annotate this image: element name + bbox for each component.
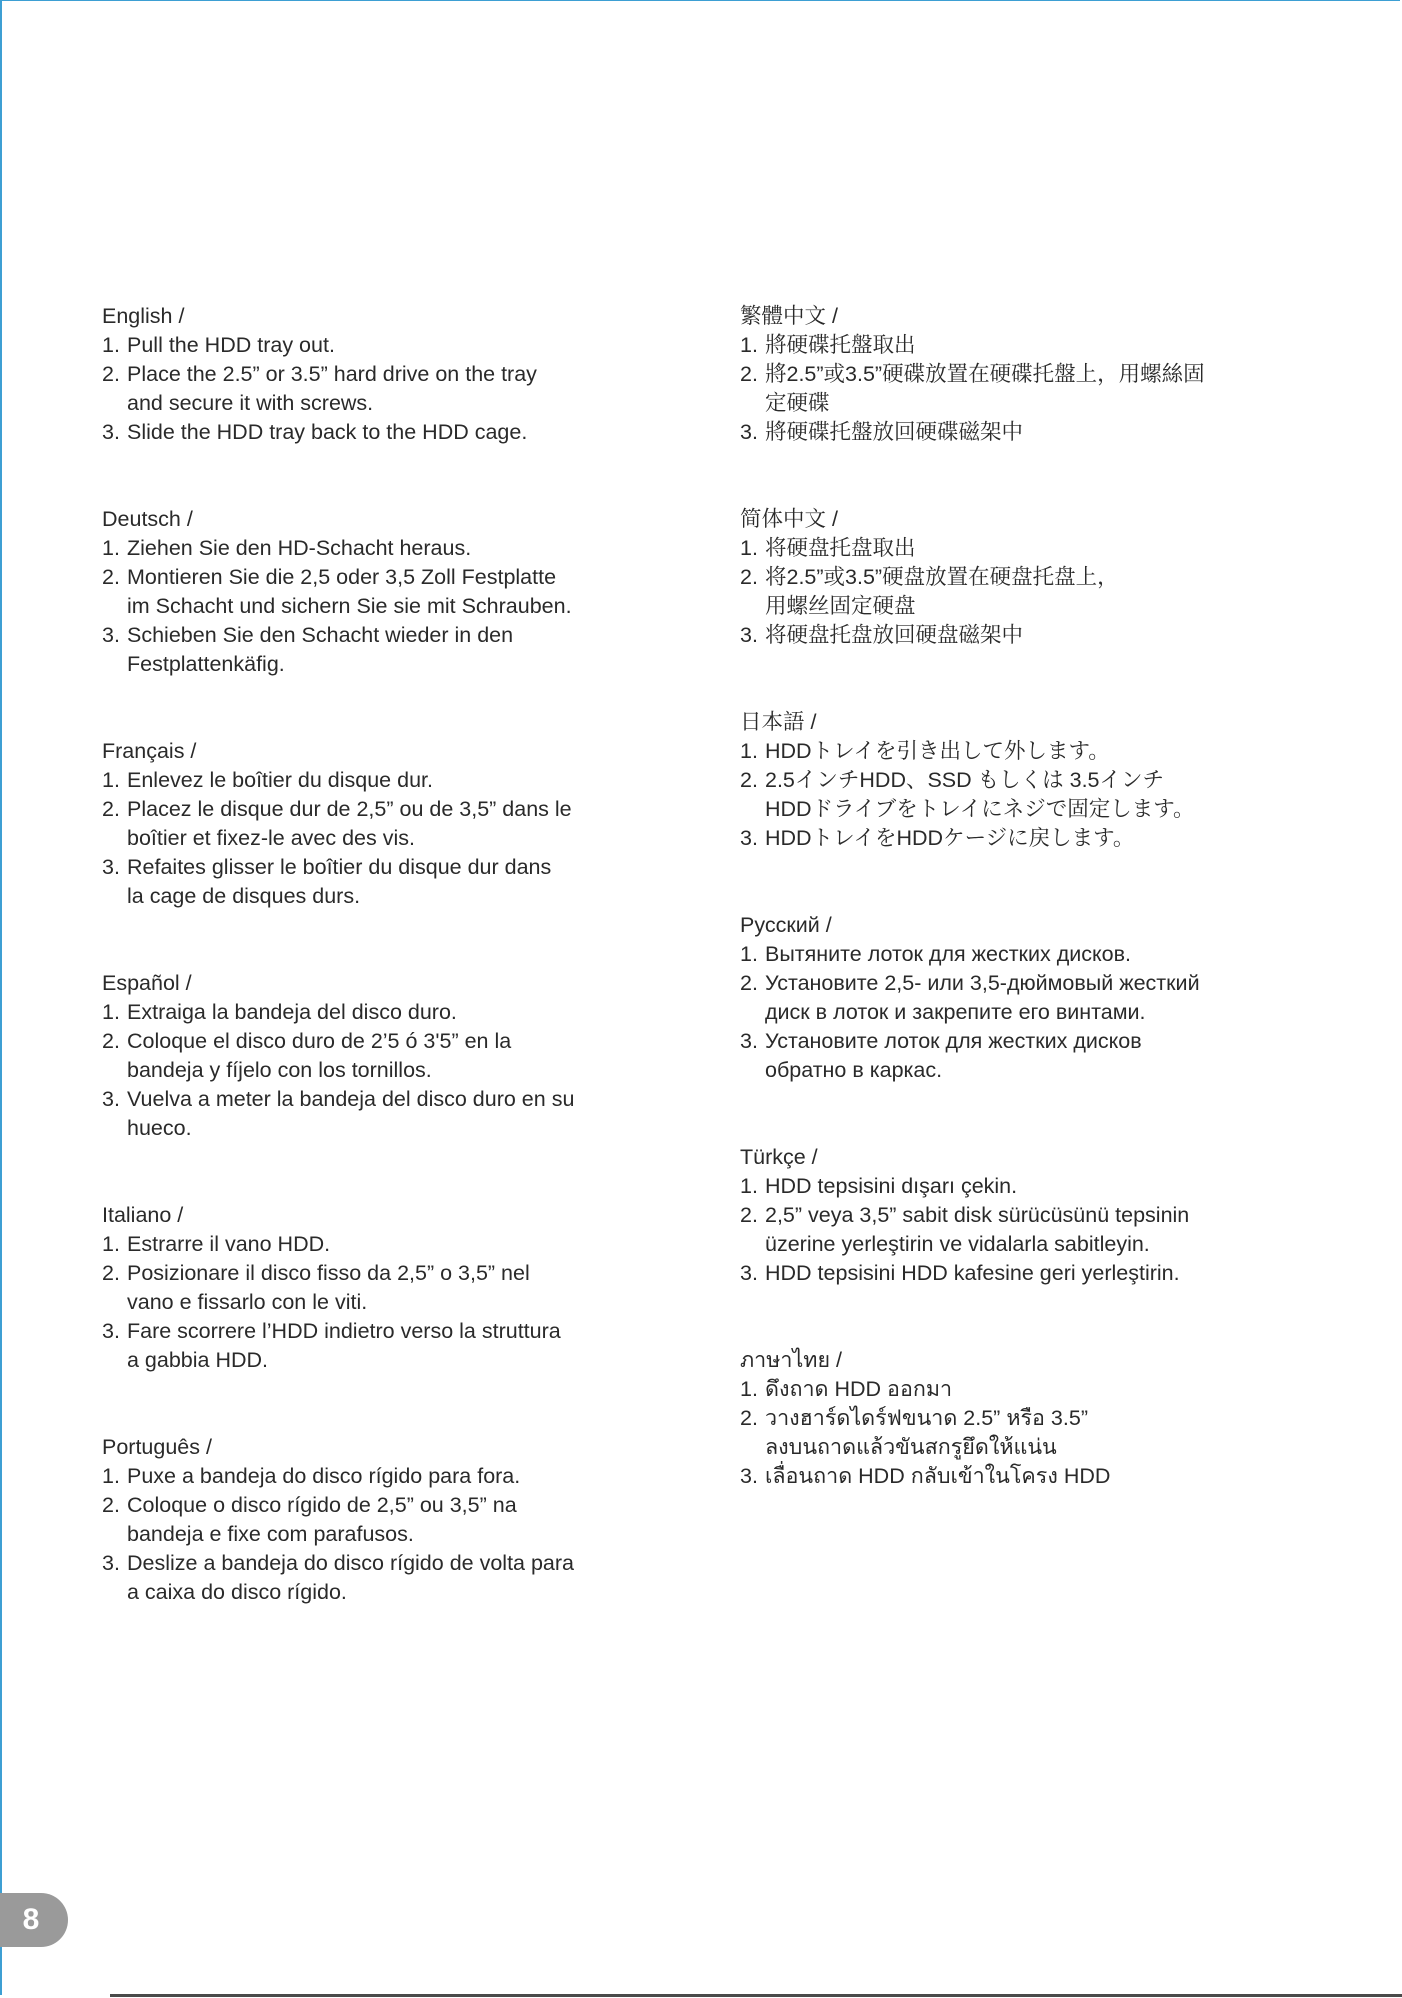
step-text <box>765 1259 1360 1288</box>
steps-list <box>740 940 1360 1085</box>
step-item <box>102 418 662 447</box>
step-line: Enlevez le boîtier du disque dur. <box>127 768 433 792</box>
steps-list <box>102 1230 662 1375</box>
step-item <box>102 563 662 621</box>
step-item <box>102 853 662 911</box>
step-line: เลื่อนถาด HDD กลับเข้าในโครง HDD <box>765 1464 1111 1488</box>
step-text <box>127 1549 662 1607</box>
step-number: 1. <box>740 536 758 560</box>
steps-list <box>740 737 1360 853</box>
left-column <box>102 302 662 1607</box>
step-number: 3. <box>740 1464 758 1488</box>
steps-list <box>102 998 662 1143</box>
step-line: Coloque el disco duro de 2’5 ó 3'5” en la <box>127 1029 512 1053</box>
step-number: 2. <box>740 971 758 995</box>
step-line: 将硬盘托盘取出 <box>765 536 916 560</box>
page-number-badge: 8 <box>0 1893 68 1947</box>
step-line: Slide the HDD tray back to the HDD cage. <box>127 420 528 444</box>
step-item <box>102 998 662 1027</box>
language-section <box>102 737 662 911</box>
step-item <box>740 621 1360 650</box>
step-text <box>127 795 662 853</box>
step-number: 3. <box>740 1261 758 1285</box>
step-item <box>740 1259 1360 1288</box>
step-text <box>765 331 1360 360</box>
step-item <box>102 534 662 563</box>
step-number: 3. <box>102 623 120 647</box>
step-number: 3. <box>102 420 120 444</box>
step-item <box>740 766 1360 824</box>
step-line: Schieben Sie den Schacht wieder in den <box>127 623 514 647</box>
step-item <box>102 1549 662 1607</box>
steps-list <box>740 1375 1360 1491</box>
step-item <box>740 1172 1360 1201</box>
step-text <box>765 1404 1360 1462</box>
step-text <box>765 1027 1360 1085</box>
language-title: Türkçe / <box>740 1145 818 1169</box>
step-line: 將2.5”或3.5”硬碟放置在硬碟托盤上，用螺絲固 <box>765 362 1205 386</box>
step-item <box>740 737 1360 766</box>
step-text <box>765 621 1360 650</box>
language-section <box>740 302 1360 447</box>
step-number: 1. <box>102 536 120 560</box>
step-line: 将2.5”或3.5”硬盘放置在硬盘托盘上， <box>765 565 1119 589</box>
steps-list <box>102 766 662 911</box>
step-text <box>127 1085 662 1143</box>
step-number: 3. <box>102 855 120 879</box>
step-line: обратно в каркас. <box>765 1058 943 1082</box>
step-number: 3. <box>740 826 758 850</box>
step-line: vano e fissarlo con le viti. <box>127 1290 368 1314</box>
language-section <box>102 969 662 1143</box>
language-section <box>102 1201 662 1375</box>
step-text <box>127 331 662 360</box>
language-title: Português / <box>102 1435 212 1459</box>
step-item <box>102 621 662 679</box>
step-item <box>102 1259 662 1317</box>
step-text <box>127 766 662 795</box>
step-line: Установите 2,5- или 3,5-дюймовый жесткий <box>765 971 1200 995</box>
step-number: 3. <box>740 420 758 444</box>
step-line: bandeja y fíjelo con los tornillos. <box>127 1058 432 1082</box>
step-number: 2. <box>102 1261 120 1285</box>
step-item <box>102 331 662 360</box>
language-title: Deutsch / <box>102 507 193 531</box>
step-number: 2. <box>102 1029 120 1053</box>
step-text <box>127 1230 662 1259</box>
steps-list <box>740 534 1360 650</box>
language-section <box>740 708 1360 853</box>
step-line: Вытяните лоток для жестких дисков. <box>765 942 1132 966</box>
step-line: ลงบนถาดแล้วขันสกรูยึดให้แน่น <box>765 1435 1057 1459</box>
step-line: Refaites glisser le boîtier du disque dur dans <box>127 855 552 879</box>
step-text <box>765 1462 1360 1491</box>
step-line: Estrarre il vano HDD. <box>127 1232 331 1256</box>
step-line: Posizionare il disco fisso da 2,5” o 3,5” nel <box>127 1261 530 1285</box>
step-text <box>127 418 662 447</box>
step-text <box>765 534 1360 563</box>
language-title: Italiano / <box>102 1203 184 1227</box>
step-line: boîtier et fixez-le avec des vis. <box>127 826 415 850</box>
step-number: 1. <box>740 1377 758 1401</box>
language-title: 日本語 / <box>740 710 817 734</box>
step-item <box>740 534 1360 563</box>
step-item <box>740 360 1360 418</box>
step-item <box>740 331 1360 360</box>
step-number: 1. <box>102 1232 120 1256</box>
step-number: 2. <box>740 362 758 386</box>
step-line: üzerine yerleştirin ve vidalarla sabitleyin. <box>765 1232 1150 1256</box>
step-line: HDDトレイを引き出して外します。 <box>765 739 1110 763</box>
step-item <box>740 824 1360 853</box>
step-number: 3. <box>740 623 758 647</box>
step-line: диск в лоток и закрепите его винтами. <box>765 1000 1146 1024</box>
step-number: 2. <box>102 565 120 589</box>
step-item <box>740 940 1360 969</box>
step-item <box>740 418 1360 447</box>
language-title: 简体中文 / <box>740 507 838 531</box>
step-line: Deslize a bandeja do disco rígido de volta para <box>127 1551 575 1575</box>
language-title: Français / <box>102 739 197 763</box>
step-item <box>102 1230 662 1259</box>
step-number: 2. <box>102 1493 120 1517</box>
step-number: 1. <box>740 942 758 966</box>
step-number: 1. <box>740 333 758 357</box>
step-text <box>765 1172 1360 1201</box>
step-item <box>102 795 662 853</box>
step-line: Placez le disque dur de 2,5” ou de 3,5” dans le <box>127 797 572 821</box>
step-line: HDD tepsisini HDD kafesine geri yerleştirin. <box>765 1261 1180 1285</box>
step-number: 1. <box>102 1000 120 1024</box>
step-text <box>765 766 1360 824</box>
language-section <box>740 1346 1360 1491</box>
language-title: 繁體中文 / <box>740 304 838 328</box>
language-section <box>102 505 662 679</box>
step-number: 3. <box>102 1319 120 1343</box>
step-line: Pull the HDD tray out. <box>127 333 335 357</box>
step-number: 2. <box>740 768 758 792</box>
step-text <box>127 1259 662 1317</box>
step-line: HDDドライブをトレイにネジで固定します。 <box>765 797 1195 821</box>
step-line: ดึงถาด HDD ออกมา <box>765 1377 953 1401</box>
step-item <box>102 1317 662 1375</box>
language-section <box>102 1433 662 1607</box>
step-text <box>127 998 662 1027</box>
step-line: 將硬碟托盤取出 <box>765 333 916 357</box>
step-item <box>740 969 1360 1027</box>
step-item <box>102 360 662 418</box>
step-number: 2. <box>102 362 120 386</box>
step-text <box>127 534 662 563</box>
step-text <box>765 1375 1360 1404</box>
step-text <box>127 1462 662 1491</box>
step-line: and secure it with screws. <box>127 391 374 415</box>
step-text <box>765 563 1360 621</box>
language-title: Русский / <box>740 913 832 937</box>
step-number: 2. <box>740 1203 758 1227</box>
language-title: Español / <box>102 971 192 995</box>
step-line: Puxe a bandeja do disco rígido para fora. <box>127 1464 521 1488</box>
step-text <box>127 360 662 418</box>
step-text <box>127 1027 662 1085</box>
step-number: 2. <box>740 1406 758 1430</box>
step-line: a gabbia HDD. <box>127 1348 269 1372</box>
step-line: Coloque o disco rígido de 2,5” ou 3,5” na <box>127 1493 517 1517</box>
step-text <box>127 1491 662 1549</box>
step-line: 将硬盘托盘放回硬盘磁架中 <box>765 623 1024 647</box>
step-item <box>102 1491 662 1549</box>
steps-list <box>740 331 1360 447</box>
step-line: HDDトレイをHDDケージに戻します。 <box>765 826 1135 850</box>
step-text <box>127 621 662 679</box>
step-line: im Schacht und sichern Sie sie mit Schrauben. <box>127 594 572 618</box>
step-line: Ziehen Sie den HD-Schacht heraus. <box>127 536 472 560</box>
step-line: Place the 2.5” or 3.5” hard drive on the tray <box>127 362 537 386</box>
step-number: 3. <box>102 1551 120 1575</box>
right-column <box>740 302 1360 1491</box>
step-item <box>740 1027 1360 1085</box>
step-number: 1. <box>740 1174 758 1198</box>
step-line: bandeja e fixe com parafusos. <box>127 1522 414 1546</box>
bottom-rule <box>110 1994 1402 1997</box>
step-number: 2. <box>740 565 758 589</box>
step-text <box>765 940 1360 969</box>
language-section <box>740 911 1360 1085</box>
step-line: la cage de disques durs. <box>127 884 361 908</box>
step-number: 1. <box>102 1464 120 1488</box>
step-text <box>765 969 1360 1027</box>
step-text <box>765 418 1360 447</box>
step-number: 1. <box>740 739 758 763</box>
language-section <box>740 505 1360 650</box>
step-line: Vuelva a meter la bandeja del disco duro en su <box>127 1087 575 1111</box>
step-line: Установите лоток для жестких дисков <box>765 1029 1142 1053</box>
step-line: 2.5インチHDD、SSD もしくは 3.5インチ <box>765 768 1165 792</box>
step-line: HDD tepsisini dışarı çekin. <box>765 1174 1018 1198</box>
step-line: 定硬碟 <box>765 391 830 415</box>
steps-list <box>102 534 662 679</box>
step-number: 2. <box>102 797 120 821</box>
step-text <box>765 1201 1360 1259</box>
step-text <box>127 563 662 621</box>
step-item <box>740 563 1360 621</box>
step-text <box>765 824 1360 853</box>
step-line: Fare scorrere l’HDD indietro verso la struttura <box>127 1319 561 1343</box>
step-text <box>127 1317 662 1375</box>
step-line: Montieren Sie die 2,5 oder 3,5 Zoll Festplatte <box>127 565 557 589</box>
step-text <box>127 853 662 911</box>
step-line: Festplattenkäfig. <box>127 652 285 676</box>
step-number: 3. <box>102 1087 120 1111</box>
step-line: 用螺丝固定硬盘 <box>765 594 916 618</box>
language-title: ภาษาไทย / <box>740 1348 843 1372</box>
language-title: English / <box>102 304 185 328</box>
step-item <box>740 1404 1360 1462</box>
step-line: hueco. <box>127 1116 192 1140</box>
language-section <box>102 302 662 447</box>
step-number: 1. <box>102 768 120 792</box>
step-text <box>765 737 1360 766</box>
step-item <box>740 1201 1360 1259</box>
step-number: 3. <box>740 1029 758 1053</box>
language-section <box>740 1143 1360 1288</box>
step-text <box>765 360 1360 418</box>
step-item <box>102 1462 662 1491</box>
step-item <box>102 1085 662 1143</box>
step-item <box>102 1027 662 1085</box>
step-item <box>102 766 662 795</box>
steps-list <box>102 1462 662 1607</box>
step-item <box>740 1462 1360 1491</box>
step-line: a caixa do disco rígido. <box>127 1580 347 1604</box>
steps-list <box>102 331 662 447</box>
step-line: 將硬碟托盤放回硬碟磁架中 <box>765 420 1024 444</box>
step-item <box>740 1375 1360 1404</box>
steps-list <box>740 1172 1360 1288</box>
step-line: 2,5” veya 3,5” sabit disk sürücüsünü tepsinin <box>765 1203 1190 1227</box>
step-line: วางฮาร์ดไดร์ฟขนาด 2.5” หรือ 3.5” <box>765 1406 1088 1430</box>
step-line: Extraiga la bandeja del disco duro. <box>127 1000 457 1024</box>
step-number: 1. <box>102 333 120 357</box>
